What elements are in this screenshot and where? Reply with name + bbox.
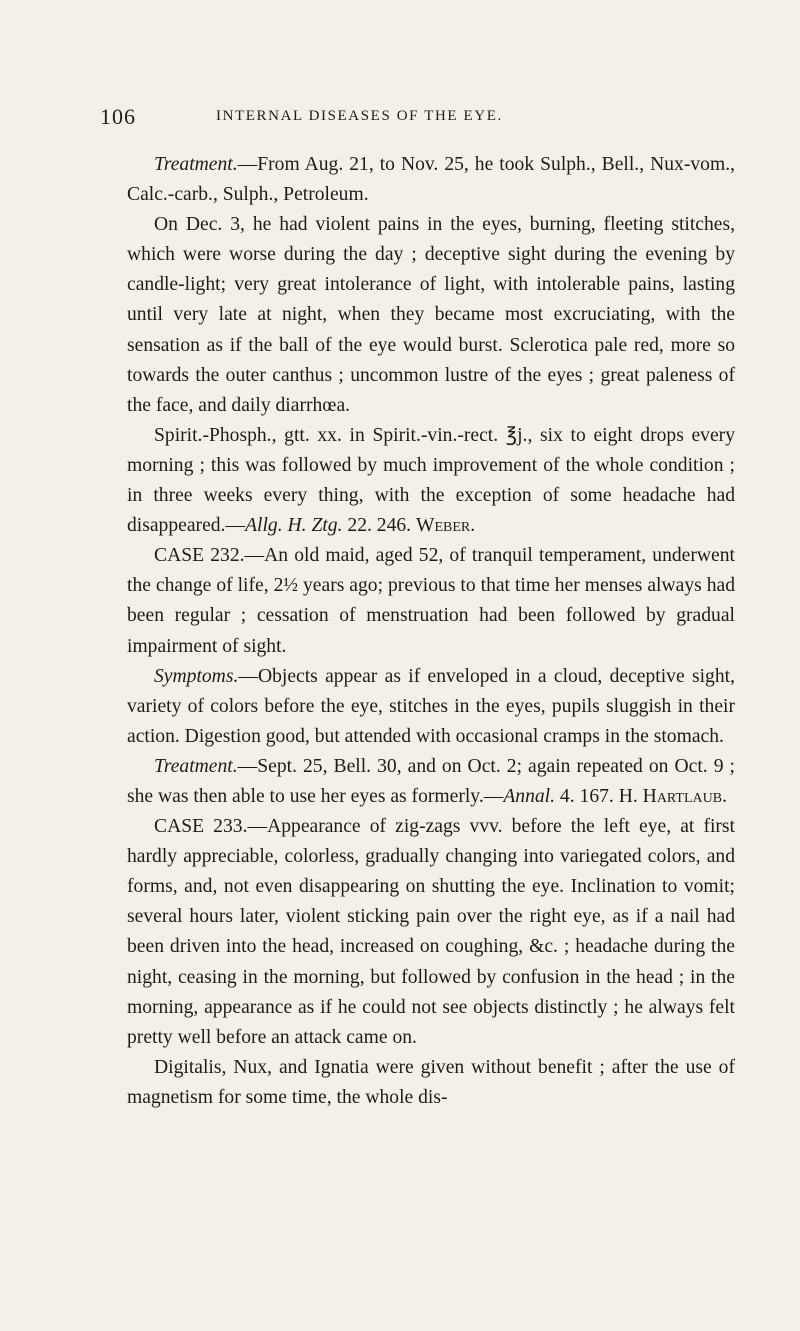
citation-ref: 4. 167. [555, 785, 619, 807]
paragraph-text: Spirit.-Phosph., gtt. xx. in Spirit.-vin.-rect. ℥j., six to eight drops every morning ; this was followed by much improvement of the whole condition ; in three weeks every thing, with the exception of some headache had disappeared.— [127, 424, 735, 537]
citation-author: H. Hartlaub. [618, 785, 727, 807]
case-label: CASE 232. [154, 545, 245, 567]
paragraph-dec-3 [127, 210, 735, 421]
treatment-lead: Treatment. [154, 154, 238, 175]
paragraph-digitalis [127, 1053, 735, 1113]
paragraph-spirit-phosph [127, 421, 735, 541]
body-text [127, 150, 735, 1113]
citation-ref: 22. 246. [342, 515, 416, 537]
citation-journal: Annal. [503, 785, 556, 807]
paragraph-case-232 [127, 541, 735, 661]
citation-author: Weber. [415, 515, 476, 537]
paragraph-treatment-1 [127, 150, 735, 210]
symptoms-lead: Symptoms. [154, 665, 239, 687]
case-label: CASE 233. [154, 816, 248, 838]
citation-journal: Allg. H. Ztg. [245, 515, 343, 537]
paragraph-treatment-2 [127, 752, 735, 812]
paragraph-symptoms [127, 662, 735, 752]
paragraph-text: —From Aug. 21, to Nov. 25, he took Sulph., Bell., Nux-vom., Calc.-carb., Sulph., Petroleum. [127, 154, 735, 206]
paragraph-text: —Appearance of zig-zags vvv. before the left eye, at first hardly appreciable, colorless, gradually changing into variegated colors, and forms, and, not even disappearing on shutting the eye. Inclination to vomit; several hours later, violent sticking pain over the right eye, as if a nail had been driven into the head, increased on coughing, &c. ; headache during the night, ceasing in the morning, but followed by confusion in the head ; in the morning, appearance as if he could not see objects distinctly ; he always felt pretty well before an attack came on. [127, 816, 736, 1048]
paragraph-text: —Sept. 25, Bell. 30, and on Oct. 2; again repeated on Oct. 9 ; she was then able to use her eyes as formerly.— [127, 755, 735, 807]
page-header [100, 104, 710, 134]
treatment-lead: Treatment. [154, 755, 238, 777]
running-title: INTERNAL DISEASES OF THE EYE. [216, 108, 503, 124]
paragraph-text: —An old maid, aged 52, of tranquil temperament, underwent the change of life, 2½ years ago; previous to that time her menses always had been regular ; cessation of menstruation had been followed by gradual impairment of sight. [127, 545, 735, 657]
paragraph-text: On Dec. 3, he had violent pains in the eyes, burning, fleeting stitches, which were worse during the day ; deceptive sight during the evening by candle-light; very great intolerance of light, with intolerable pains, lasting until very late at night, when they became most excruciating, with the sensation as if the ball of the eye would burst. Sclerotica pale red, more so towards the outer canthus ; uncommon lustre of the eyes ; great paleness of the face, and daily diarrhœa. [127, 214, 735, 416]
paragraph-text: —Objects appear as if enveloped in a cloud, deceptive sight, variety of colors before the eye, stitches in the eyes, pupils sluggish in their action. Digestion good, but attended with occasional cramps in the stomach. [127, 665, 735, 747]
paragraph-case-233 [127, 812, 735, 1053]
paragraph-text: Digitalis, Nux, and Ignatia were given without benefit ; after the use of magnetism for some time, the whole dis- [127, 1056, 735, 1108]
page-number: 106 [100, 104, 136, 129]
